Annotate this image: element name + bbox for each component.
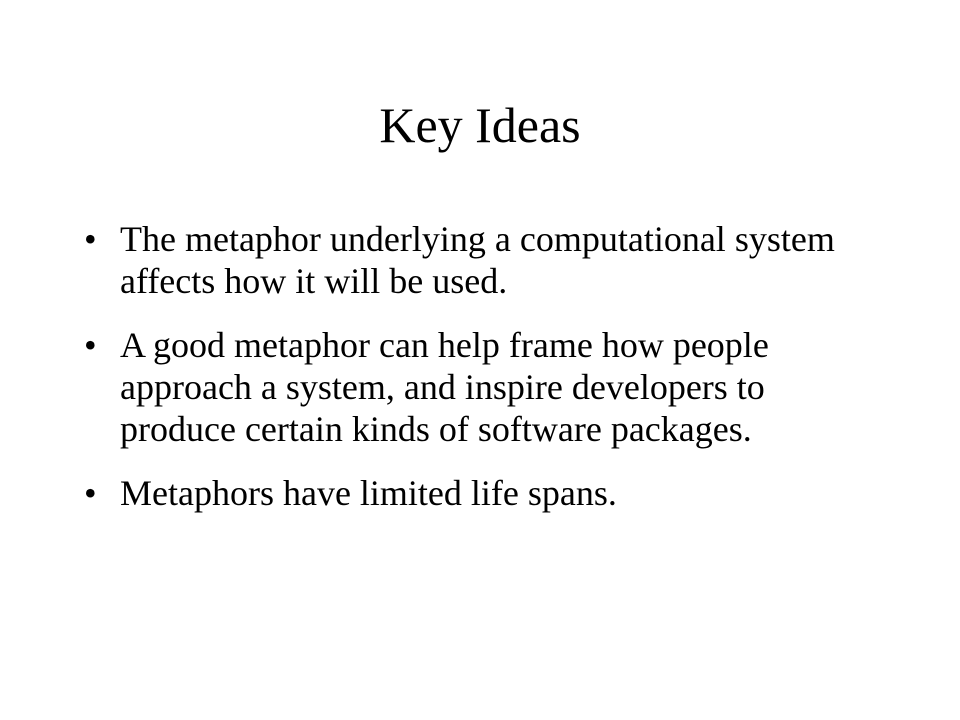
bullet-item [80, 324, 880, 450]
bullet-list [80, 218, 880, 536]
bullet-item [80, 472, 880, 514]
bullet-item [80, 218, 880, 302]
bullet-dot-icon: • [84, 325, 97, 365]
bullet-dot-icon: • [84, 219, 97, 259]
bullet-dot-icon: • [84, 473, 97, 513]
slide-title: Key Ideas [379, 97, 581, 153]
bullet-text: Metaphors have limited life spans. [120, 473, 617, 513]
bullet-text: The metaphor underlying a computational system affects how it will be used. [120, 219, 835, 301]
bullet-text: A good metaphor can help frame how people approach a system, and inspire developers to produce certain kinds of software packages. [120, 325, 769, 449]
